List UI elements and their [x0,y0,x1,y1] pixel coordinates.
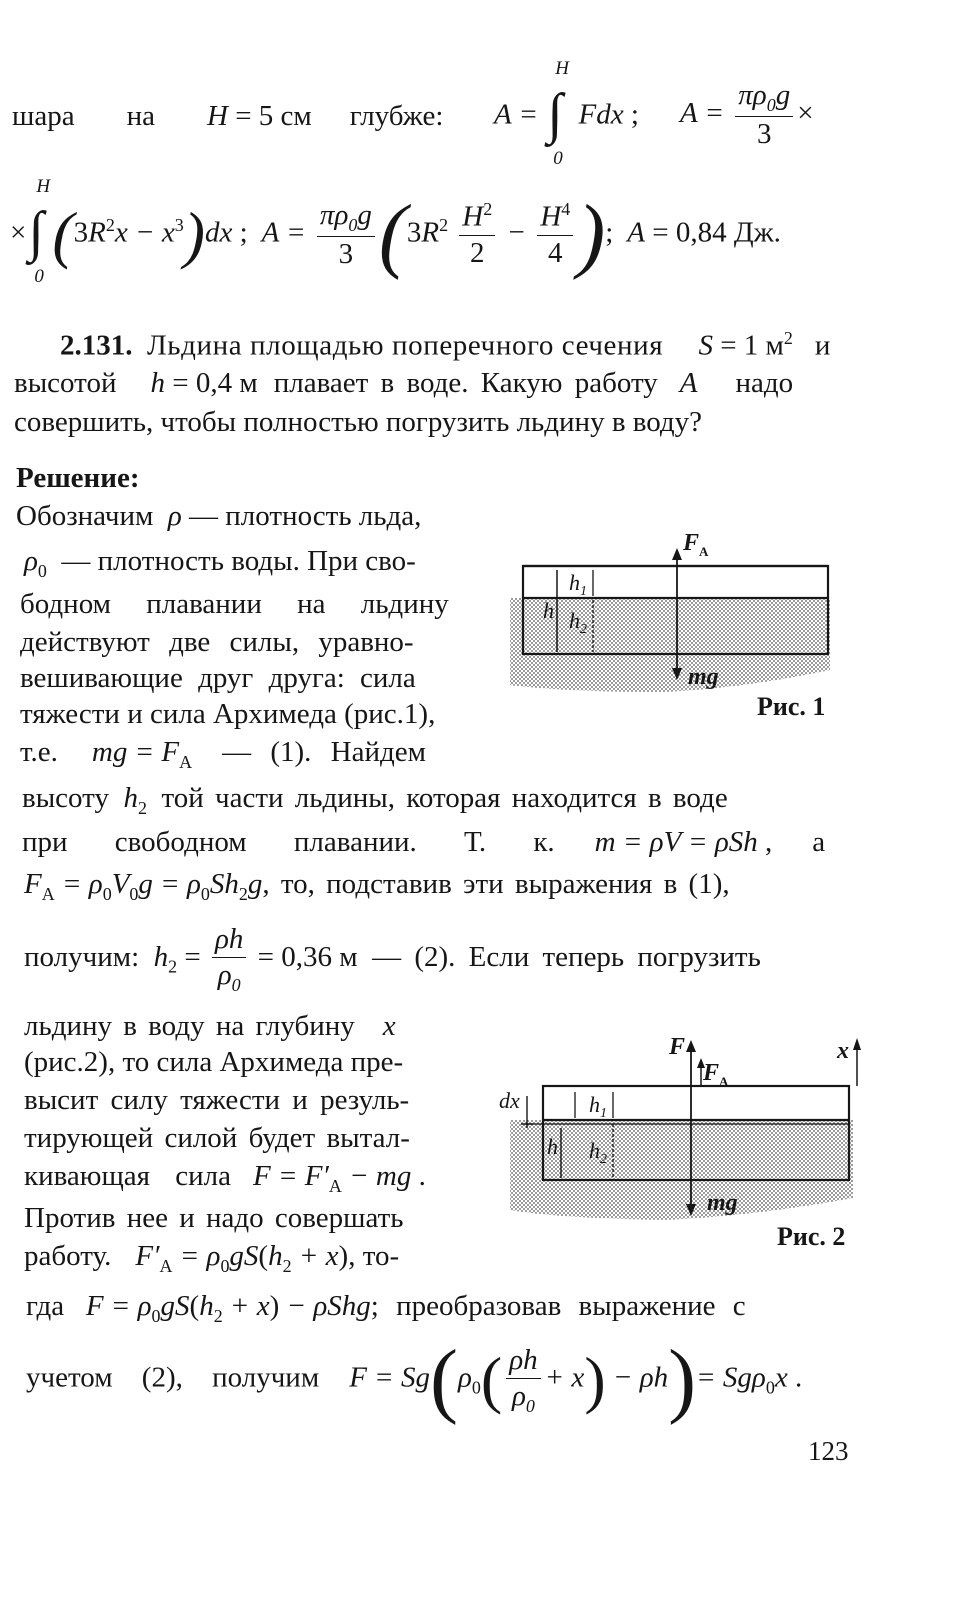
text: работу. [24,1240,112,1272]
text: — плотность воды. При сво- [61,545,416,577]
integral-sign: ∫ H 0 [547,58,569,169]
solution-p3-line-5: кивающая сила $F = F'_A$ − mg . [24,1160,426,1196]
svg-text:x: x [837,1038,849,1064]
svg-text:dx: dx [499,1088,520,1113]
solution-p1-line-3: бодном плавании на льдину [20,588,449,620]
text: т.е. [20,736,58,768]
text: учетом (2), получим [26,1361,320,1394]
text: получим: [24,940,140,973]
text: ; преобразовав выражение с [370,1290,746,1322]
problem-text-3: совершить, чтобы полностью погрузить льдину в воду? [14,406,703,438]
text: — плотность льда, [189,500,422,532]
solution-p2-line-4: получим: $h_2$ = $\frac{\rho h}{\rho_0}$ = 0,36 м — (2). Если теперь погрузить [24,923,761,995]
solution-p1-line-2: $\rho_0$ — плотность воды. При сво- [24,545,416,581]
text: Обозначим [16,500,154,532]
svg-text:FA: $F_A$ [703,1060,729,1089]
text: высоту [22,782,109,814]
figure-1-caption: Рис. 1 [757,692,826,721]
solution-p4-line-1: гда $F = \rho_0gS(h_2 + x) - \rho Shg$; преобразовав выражение с [26,1290,746,1326]
solution-heading: Решение: [16,462,140,494]
problem-line-3 [14,406,702,439]
svg-text:mg: mg [707,1190,738,1216]
integral-sign-2: ∫ H 0 [28,176,51,287]
svg-text:FA: $F_A$ [683,530,709,559]
solution-p3-line-1: льдину в воду на глубину x [24,1010,396,1042]
figure-2-caption: Рис. 2 [777,1222,846,1251]
solution-p1-line-1: Обозначим ρ — плотность льда, [16,500,422,532]
problem-line-1: 2.131. Льдина площадью поперечного сечения S = 1 $м^2$ и [60,328,831,362]
solution-p3-line-2: (рис.2), то сила Архимеда пре- [24,1046,404,1078]
problem-number: 2.131. [60,329,133,362]
text: , то, подставив эти выражения в (1), [262,868,730,900]
word-shara: шара [12,100,75,132]
svg-text:h2: $h_2$ [569,608,587,637]
figure-1 [505,520,845,720]
formula-h-value: H [206,100,228,132]
figure-1-svg [505,520,845,720]
solution-p1-line-7: т.е. mg = $F_A$ — (1). Найдем [20,736,426,772]
problem-line-2: высотой h = 0,4 м плавает в воде. Какую работу A надо [14,367,794,399]
intro-line-1: шара на H = 5 см глубже: [12,100,444,132]
problem-text-1: Льдина площадью поперечного сечения [147,329,664,362]
solution-p3-line-7: работу. $F'_A = \rho_0gS(h_2 + x)$, то- [24,1240,400,1276]
solution-p2-line-2: при свободном плавании. Т. к. m = ρV = ρSh , а [22,826,826,858]
solution-p2-line-1: высоту $h_2$ той части льдины, которая находится в воде [22,782,728,818]
svg-text:F: F [669,1034,686,1060]
text: — (1). Найдем [222,736,426,768]
problem-text-2a: высотой [14,367,117,399]
solution-p2-line-3: $F_A = \rho_0V_0g = \rho_0Sh_2g$, то, подставив эти выражения в (1), [24,868,730,904]
solution-p3-line-4: тирующей силой будет вытал- [24,1122,410,1154]
formula-work-integral: A = ∫ H 0 Fdx ; [494,58,639,169]
text: — (2). Если теперь погрузить [372,940,761,973]
svg-text:h1: $h_1$ [589,1092,607,1121]
solution-p1-line-4: действуют две силы, уравно- [20,626,414,658]
svg-text:h: h [543,598,554,623]
solution-p3-line-6: Против нее и надо совершать [24,1202,404,1234]
water-region [510,598,830,692]
text: той части льдины, которая находится в воде [161,782,728,814]
solution-p4-line-2: учетом (2), получим $F = Sg(\rho_0$( $\frac{\rho h}{\rho_0}$ + x) − ρh)= Sgρ$_0$x . [26,1333,803,1426]
problem-text-2b: плавает в воде. Какую работу [273,367,658,399]
word-na: на [126,100,155,132]
solution-p3-line-3: высит силу тяжести и резуль- [24,1084,410,1116]
page-number: 123 [808,1436,849,1466]
svg-text:h: h [547,1134,558,1159]
text: а [812,826,826,858]
text: кивающая сила [24,1160,231,1192]
solution-p1-line-5: вешивающие друг друга: сила [20,662,416,694]
word-glubzhe: глубже: [349,100,444,132]
formula-work-coefficient: A = $\frac{\pi\rho_0g}{3}$ × [680,79,814,151]
text: , то- [348,1240,400,1272]
svg-text:mg: mg [688,664,719,690]
text: при свободном плавании. Т. к. [22,826,555,858]
text: гда [26,1290,65,1322]
formula-work-expanded: × ∫ H 0 $(3R^2x - x^3)dx$ ; A = $\frac{\pi\rho_0g}{3}$ ($3R^2$ $\frac{H^2}{2}$ − $\frac{H^4}{4}$ ); A = 0,84 Дж. [10,176,781,287]
problem-text-2c: надо [735,367,794,399]
svg-text:h1: $h_1$ [569,570,587,599]
figure-2 [495,1020,865,1260]
solution-p1-line-6: тяжести и сила Архимеда (рис.1), [20,698,436,730]
text: льдину в воду на глубину [24,1010,355,1042]
svg-text:h2: $h_2$ [589,1138,607,1167]
